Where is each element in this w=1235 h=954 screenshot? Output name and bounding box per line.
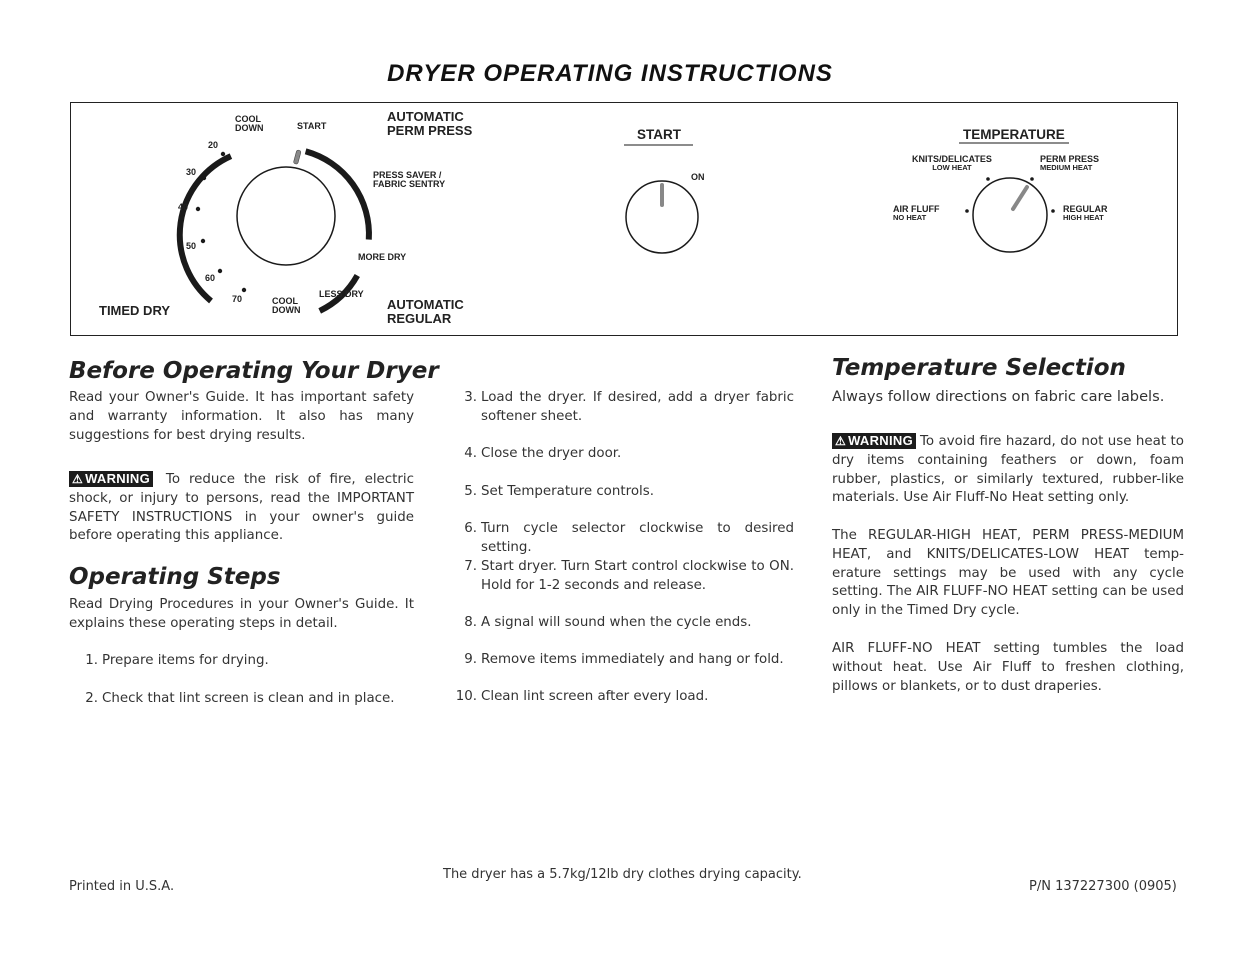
printed-in-usa: Printed in U.S.A.: [69, 879, 175, 894]
step-number: 3.: [464, 390, 477, 405]
temperature-control-label: TEMPERATURE: [963, 127, 1065, 142]
warning-badge: ⚠ WARNING: [69, 471, 153, 487]
step-number: 4.: [464, 446, 477, 461]
cool-down-top-label: COOL DOWN: [235, 114, 264, 134]
operating-step: [453, 614, 794, 654]
minute-dot-70: [242, 288, 246, 292]
minute-dot-20: [221, 152, 225, 156]
cycle-dial-knob: [237, 167, 335, 265]
operating-step: [453, 651, 794, 691]
step-number: 1.: [85, 653, 98, 668]
control-panel-diagram: [70, 102, 1178, 336]
step-number: 7.: [464, 559, 477, 574]
start-knob-indicator: [660, 183, 664, 207]
operating-step: [453, 688, 794, 728]
step-number: 9.: [464, 652, 477, 667]
before-operating-intro: Read your Owner's Guide. It has important safety and warranty information. It also has many suggestions for best drying results.: [69, 390, 414, 443]
step-number: 6.: [464, 521, 477, 536]
less-dry-label: LESS DRY: [319, 289, 364, 299]
step-text: Check that lint screen is clean and in place.: [102, 691, 395, 706]
start-setting-label: START: [297, 121, 327, 131]
operating-steps-heading: Operating Steps: [69, 564, 281, 590]
timed-dry-label: TIMED DRY: [99, 303, 171, 318]
automatic-perm-press-label: AUTOMATIC PERM PRESS: [387, 109, 473, 138]
minute-label-30: 30: [186, 167, 197, 177]
step-text: Turn cycle selector clockwise to desired setting.: [481, 521, 794, 555]
automatic-regular-label: AUTOMATIC REGULAR: [387, 297, 464, 326]
operating-step: [453, 483, 794, 523]
temperature-settings-paragraph: The REGULAR-HIGH HEAT, PERM PRESS-MEDIUM HEAT, and KNITS/DELICATES-LOW HEAT temp-erature settings may be used with any cycle setting. The AIR FLUFF-NO HEAT setting can be used only in the Timed Dry cycle.: [832, 528, 1184, 619]
step-text: Clean lint screen after every load.: [481, 689, 709, 704]
press-saver-label: PRESS SAVER / FABRIC SENTRY: [373, 170, 446, 190]
temp-dot-perm: [1030, 177, 1034, 181]
minute-label-70: 70: [232, 294, 243, 304]
minute-label-50: 50: [186, 241, 197, 251]
warning-triangle-icon: ⚠: [835, 434, 847, 448]
minute-label-40: 40: [178, 202, 189, 212]
operating-step: [453, 558, 794, 598]
start-control-label: START: [637, 127, 681, 142]
start-on-label: ON: [691, 172, 705, 182]
temperature-knob: [973, 178, 1047, 252]
before-operating-warning: ⚠ WARNING To reduce the risk of fire, electric shock, or injury to persons, read the IMPORTANT SAFETY INSTRUCTIONS in your owner's guide before operating this appliance.: [69, 471, 414, 544]
step-text: Load the dryer. If desired, add a dryer fabric softener sheet.: [481, 390, 794, 424]
temperature-warning: ⚠ WARNING To avoid fire hazard, do not use heat to dry items containing feathers or down, foam rubber, plastics, or similarly textured, rubber-like materials. Use Air Fluff-No Heat setting only.: [832, 433, 1184, 506]
step-number: 8.: [464, 615, 477, 630]
operating-step: [74, 690, 414, 730]
minute-dot-50: [201, 239, 205, 243]
temperature-selection-intro: Always follow directions on fabric care labels.: [832, 388, 1165, 405]
step-number: 5.: [464, 484, 477, 499]
step-text: Prepare items for drying.: [102, 653, 269, 668]
warning-badge: ⚠ WARNING: [832, 433, 916, 449]
regular-temp-label: REGULAR HIGH HEAT: [1063, 204, 1108, 223]
operating-step: [453, 445, 794, 485]
more-dry-label: MORE DRY: [358, 252, 407, 262]
minute-dot-60: [218, 269, 222, 273]
part-number: P/N 137227300 (0905): [1029, 879, 1177, 894]
air-fluff-paragraph: AIR FLUFF-NO HEAT setting tumbles the load without heat. Use Air Fluff to freshen clothing, pillows or blankets, or to dust draperies.: [832, 641, 1184, 694]
operating-step: [74, 652, 414, 692]
operating-step: [453, 389, 794, 429]
temperature-selection-heading: Temperature Selection: [832, 355, 1126, 381]
step-text: Start dryer. Turn Start control clockwise to ON. Hold for 1-2 seconds and release.: [481, 559, 794, 593]
capacity-note: The dryer has a 5.7kg/12lb dry clothes drying capacity.: [443, 867, 802, 882]
step-text: A signal will sound when the cycle ends.: [481, 615, 752, 630]
temp-dot-regular: [1051, 209, 1055, 213]
temp-dot-air: [965, 209, 969, 213]
cool-down-bottom-label: COOL DOWN: [272, 296, 301, 316]
perm-press-temp-label: PERM PRESS MEDIUM HEAT: [1040, 154, 1100, 173]
operating-step: [453, 520, 794, 560]
knits-delicates-label: KNITS/DELICATES LOW HEAT: [912, 154, 992, 173]
minute-label-20: 20: [208, 140, 219, 150]
minute-dot-30: [202, 176, 206, 180]
page-title: DRYER OPERATING INSTRUCTIONS: [387, 60, 833, 87]
step-number: 10.: [455, 689, 477, 704]
before-operating-heading: Before Operating Your Dryer: [69, 358, 439, 384]
air-fluff-label: AIR FLUFF NO HEAT: [893, 204, 940, 223]
operating-steps-intro: Read Drying Procedures in your Owner's Guide. It explains these operating steps in detail.: [69, 597, 414, 631]
warning-triangle-icon: ⚠: [72, 472, 84, 486]
step-number: 2.: [85, 691, 98, 706]
step-text: Set Temperature controls.: [481, 484, 654, 499]
temp-dot-knits: [986, 177, 990, 181]
minute-label-60: 60: [205, 273, 216, 283]
minute-dot-40: [196, 207, 200, 211]
step-text: Close the dryer door.: [481, 446, 622, 461]
step-text: Remove items immediately and hang or fold.: [481, 652, 784, 667]
cycle-dial-start-marker: [293, 150, 301, 165]
